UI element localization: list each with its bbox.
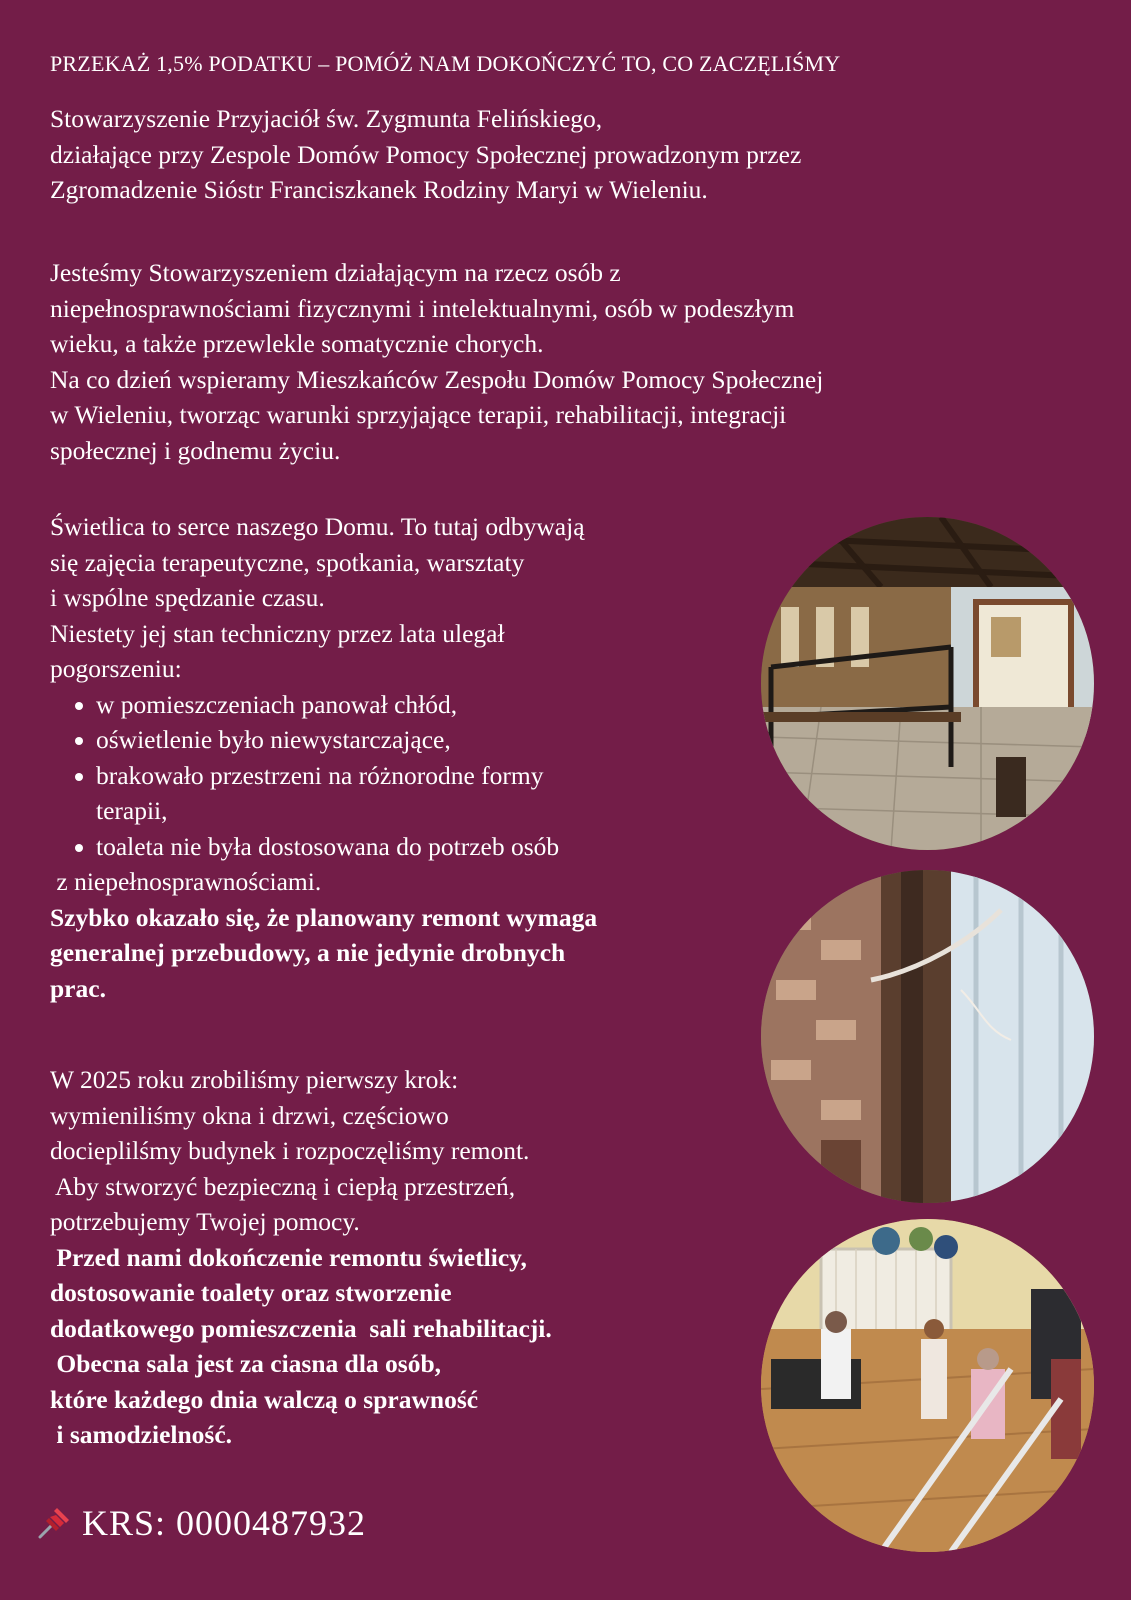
about-paragraph [50,255,823,468]
swietlica-line: Niestety jej stan techniczny przez lata ulegał [50,618,505,648]
headline: PRZEKAŻ 1,5% PODATKU – POMÓŻ NAM DOKOŃCZYĆ TO, CO ZACZĘLIŚMY [50,51,841,76]
about-line: wieku, a także przewlekle somatycznie chorych. [50,329,544,358]
about-line: społecznej i godnemu życiu. [50,435,341,465]
list-item-continuation: z niepełnosprawnościami. [50,867,322,896]
about-line: w Wieleniu, tworząc warunki sprzyjające terapii, rehabilitacji, integracji [50,400,787,429]
emphasis-line: dodatkowego pomieszczenia sali rehabilitacji. [50,1313,552,1343]
emphasis-line: prac. [50,973,106,1003]
emphasis-line: Obecna sala jest za ciasna dla osób, [50,1349,442,1378]
list-item-continuation: terapii, [96,796,168,825]
swietlica-line: się zajęcia terapeutyczne, spotkania, warsztaty [50,547,525,577]
emphasis-line: i samodzielność. [50,1420,233,1449]
about-line: Na co dzień wspieramy Mieszkańców Zespołu Domów Pomocy Społecznej [50,364,824,394]
progress-line: W 2025 roku zrobiliśmy pierwszy krok: [50,1065,459,1094]
swietlica-line: pogorszeniu: [50,654,182,683]
krs-number [34,1502,366,1544]
rehabilitation-room-photo [761,1219,1094,1552]
krs-text: KRS: 0000487932 [82,1503,367,1543]
swietlica-section [50,509,597,1006]
progress-line: Aby stworzyć bezpieczną i ciepłą przestrzeń, [50,1171,516,1201]
wall-photo [761,870,1094,1203]
intro-paragraph [50,101,801,208]
pushpin-icon [34,1503,74,1543]
progress-line: docieplilśmy budynek i rozpoczęliśmy remont. [50,1136,530,1165]
progress-line: wymieniliśmy okna i drzwi, częściowo [50,1100,449,1130]
emphasis-line: Szybko okazało się, że planowany remont wymaga [50,902,598,932]
about-line: niepełnosprawnościami fizycznymi i intelektualnymi, osób w podeszłym [50,293,795,323]
emphasis-line: które każdego dnia walczą o sprawność [50,1384,479,1414]
emphasis-line: Przed nami dokończenie remontu świetlicy, [50,1242,527,1272]
swietlica-line: i wspólne spędzanie czasu. [50,583,325,612]
swietlica-line: Świetlica to serce naszego Domu. To tutaj odbywają [50,512,585,541]
intro-line: działające przy Zespole Domów Pomocy Społecznej prowadzonym przez [50,139,802,169]
progress-line: potrzebujemy Twojej pomocy. [50,1207,360,1236]
progress-section [50,1062,552,1453]
emphasis-line: generalnej przebudowy, a nie jedynie drobnych [50,938,566,967]
about-line: Jesteśmy Stowarzyszeniem działającym na rzecz osób z [50,258,621,287]
intro-line: Stowarzyszenie Przyjaciół św. Zygmunta Felińskiego, [50,104,603,133]
problems-list [50,687,597,865]
list-item: w pomieszczeniach panował chłód, [50,687,597,723]
intro-line: Zgromadzenie Sióstr Franciszkanek Rodziny Maryi w Wieleniu. [50,175,708,204]
renovation-photo [761,517,1094,850]
list-item: oświetlenie było niewystarczające, [50,722,597,758]
list-item: brakowało przestrzeni na różnorodne formy [50,758,597,794]
list-item: toaleta nie była dostosowana do potrzeb osób [50,829,597,865]
emphasis-line: dostosowanie toalety oraz stworzenie [50,1278,452,1307]
